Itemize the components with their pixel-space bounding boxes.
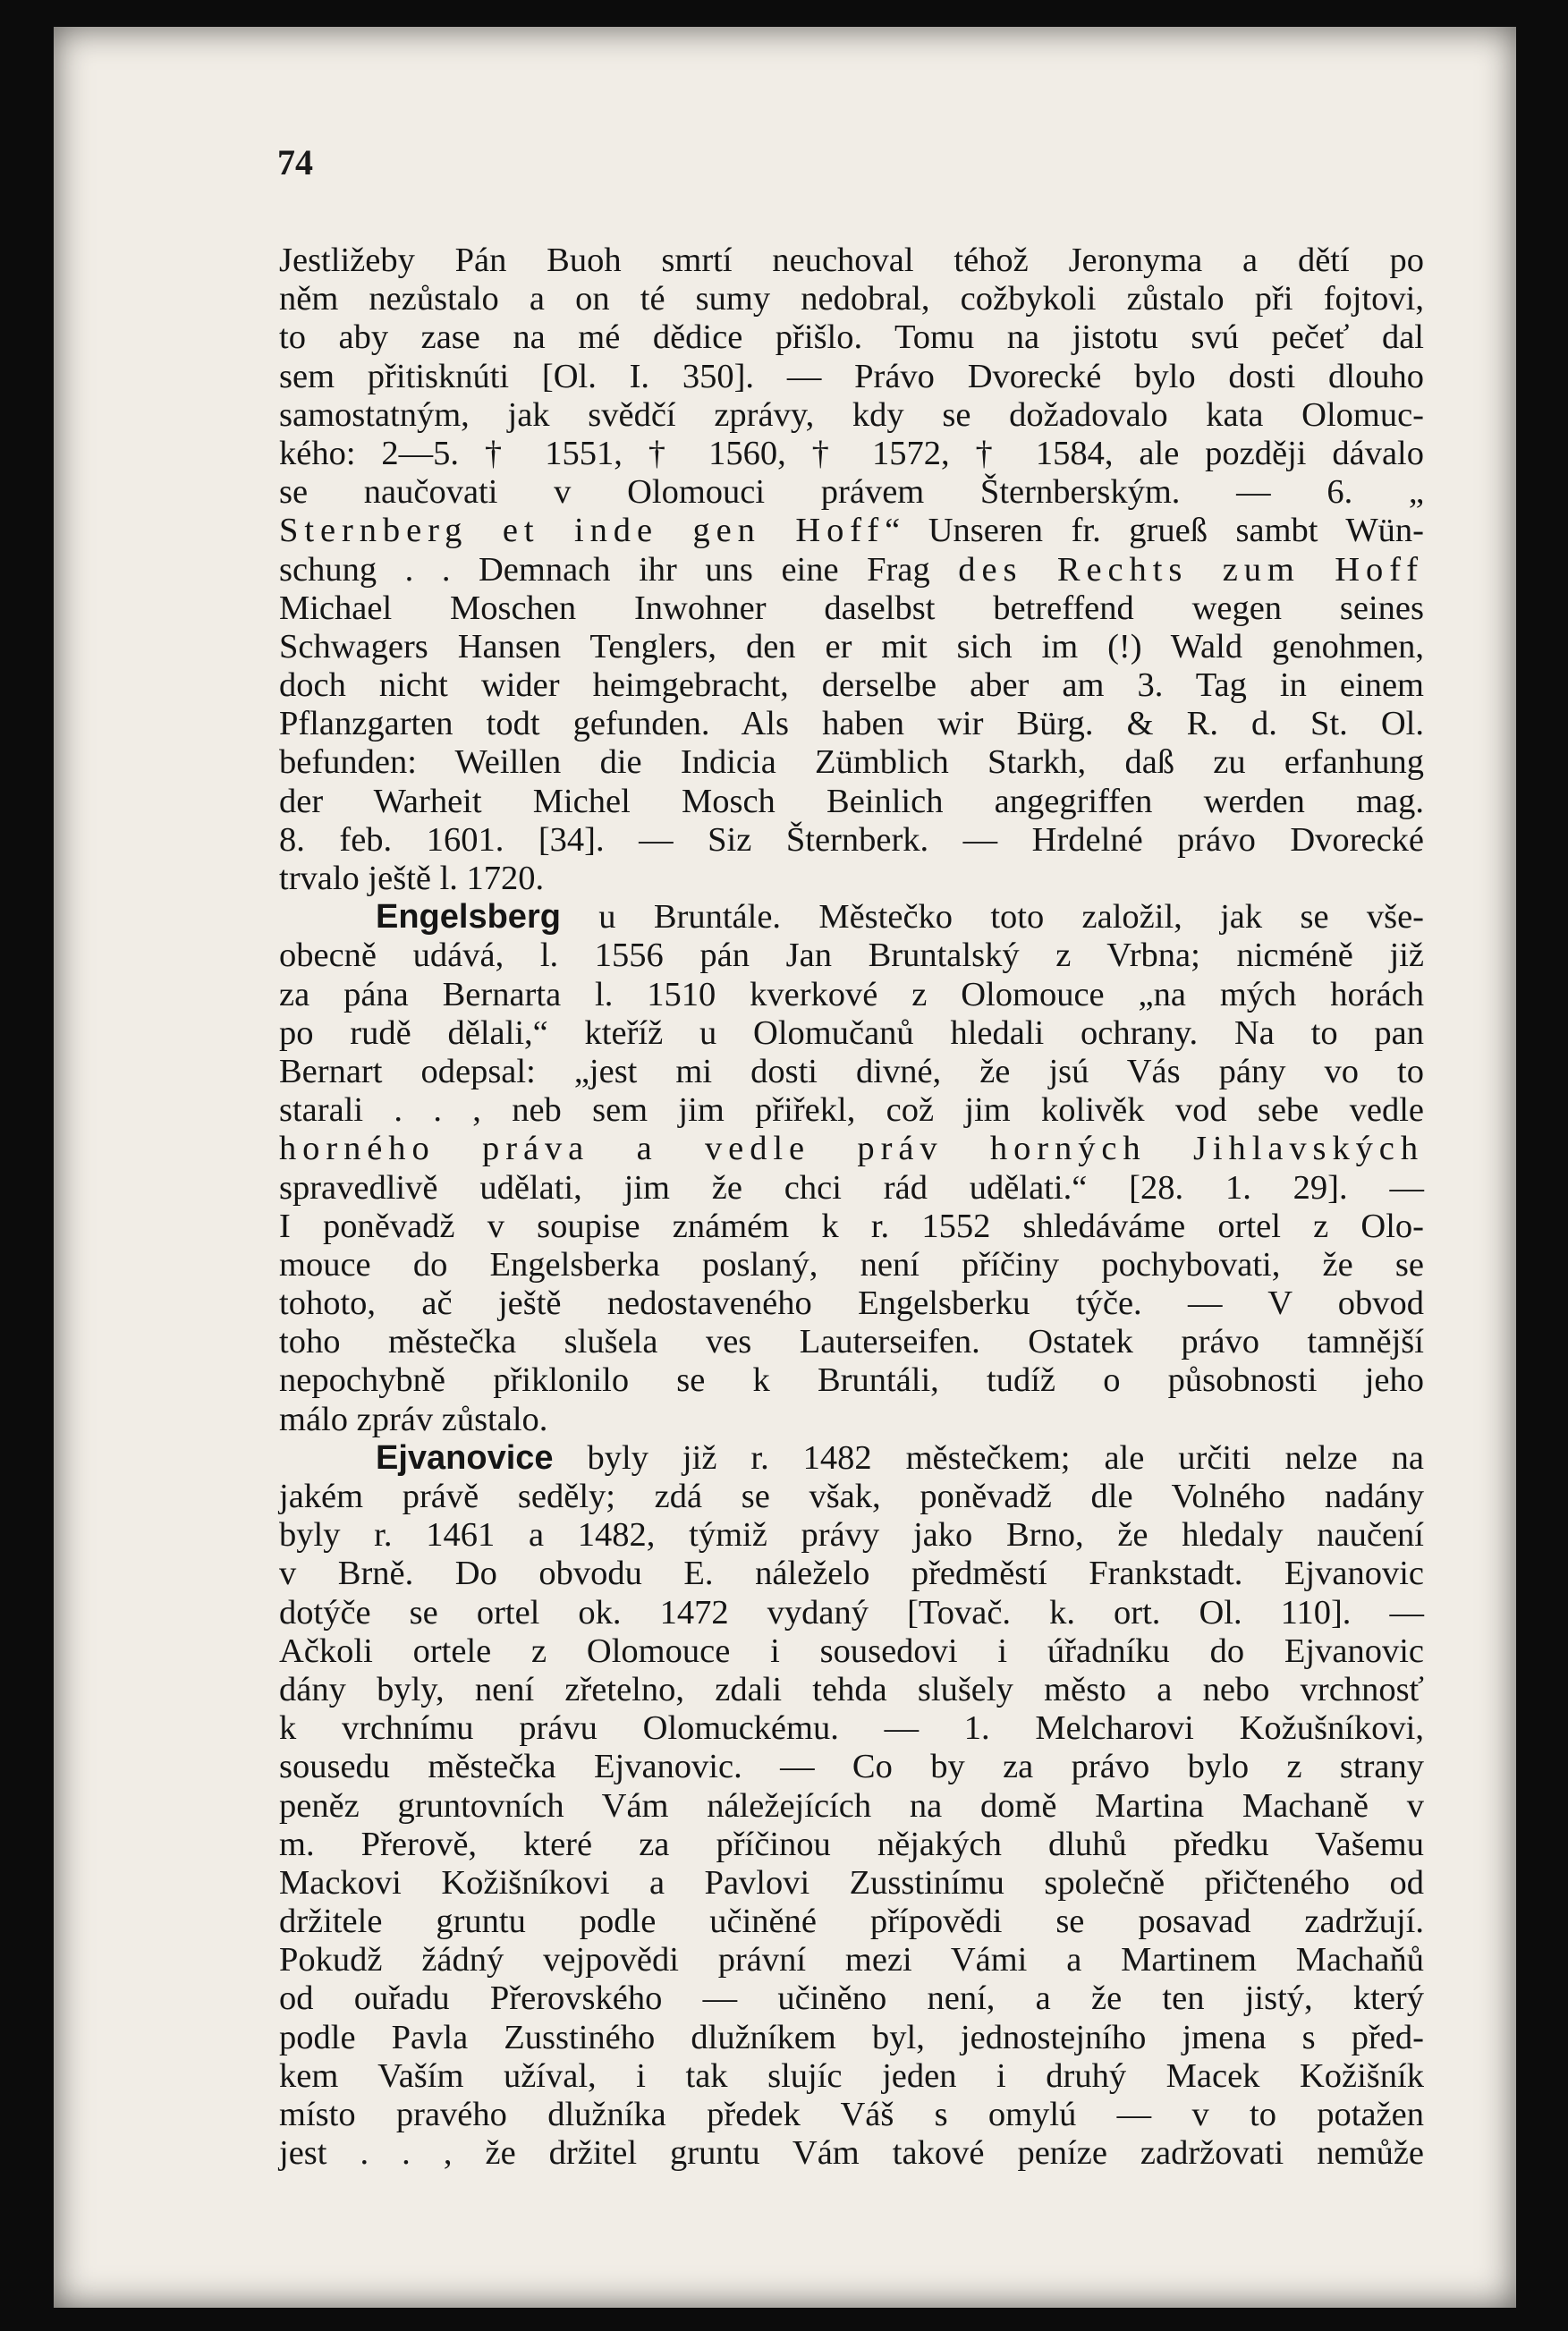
text-line: kem Vaším užíval, i tak slujíc jeden i druhý Macek Kožišník [279, 2056, 1424, 2095]
text-line: obecně udává, l. 1556 pán Jan Bruntalský z Vrbna; nicméně již [279, 937, 1424, 975]
text-line: I poněvadž v soupise známém k r. 1552 shledáváme ortel z Olo- [279, 1207, 1424, 1245]
text-line: něm nezůstalo a on té sumy nedobral, cožbykoli zůstalo při fojtovi, [279, 280, 1424, 318]
text-line: místo pravého dlužníka předek Váš s omylú — v to potažen [279, 2096, 1424, 2133]
text-line: befunden: Weillen die Indicia Zümblich Starkh, daß zu erfanhung [279, 743, 1424, 782]
text-line: dotýče se ortel ok. 1472 vydaný [Tovač. k. ort. Ol. 110]. — [279, 1593, 1424, 1632]
text-line: peněz gruntovních Vám náležejících na domě Martina Machaně v [279, 1786, 1424, 1825]
text-line [279, 1439, 1424, 1478]
text-line: tohoto, ač ještě nedostaveného Engelsberku týče. — V obvod [279, 1284, 1424, 1323]
text-line: podle Pavla Zusstiného dlužníkem byl, jednostejního jmena s před- [279, 2018, 1424, 2056]
text-line: nepochybně přiklonilo se k Bruntáli, tudíž o působnosti jeho [279, 1361, 1424, 1400]
text-line: m. Přerově, které za příčinou nějakých dluhů předku Vašemu [279, 1825, 1424, 1863]
text-line: Schwagers Hansen Tenglers, den er mit sich im (!) Wald genohmen, [279, 627, 1424, 665]
text-line: jakém právě seděly; zdá se však, poněvadž dle Volného nadány [279, 1478, 1424, 1515]
text-line: trvalo ještě l. 1720. [279, 860, 545, 897]
text-line: Michael Moschen Inwohner daselbst betreffend wegen seines [279, 589, 1424, 627]
text-line: sem přitisknúti [Ol. I. 350]. — Právo Dvorecké bylo dosti dlouho [279, 357, 1424, 395]
text-line: to aby zase na mé dědice přišlo. Tomu na jistotu svú pečeť dal [279, 318, 1424, 357]
entry-heading-engelsberg: Engelsberg [376, 898, 561, 937]
text-line: horného práva a vedle práv horných Jihlavských [279, 1130, 1424, 1168]
text-line: Pflanzgarten todt gefunden. Als haben wir Bürg. & R. d. St. Ol. [279, 705, 1424, 743]
page-number: 74 [277, 142, 313, 182]
text-line: 8. feb. 1601. [34]. — Siz Šternberk. — Hrdelné právo Dvorecké [279, 820, 1424, 859]
text-line: jest . . , že držitel gruntu Vám takové peníze zadržovati nemůže [279, 2134, 1424, 2173]
text-line: samostatným, jak svědčí zprávy, kdy se dožadovalo kata Olomuc- [279, 395, 1424, 434]
text-line: toho městečka slušela ves Lauterseifen. Ostatek právo tamnější [279, 1323, 1424, 1361]
text-line [279, 512, 1424, 550]
text-line: v Brně. Do obvodu E. náleželo předměstí Frankstadt. Ejvanovic [279, 1555, 1424, 1593]
text-fragment: “ Unseren fr. grueß sambt Wün- [885, 512, 1424, 550]
book-page [54, 27, 1516, 2308]
spaced-text: des Rechts zum Hoff [958, 550, 1425, 589]
text-line: se naučovati v Olomouci právem Šternberským. — 6. „ [279, 473, 1424, 512]
text-line: byly r. 1461 a 1482, týmiž právy jako Brno, že hledaly naučení [279, 1516, 1424, 1555]
text-line: Mackovi Kožišníkovi a Pavlovi Zusstinímu společně přičteného od [279, 1863, 1424, 1902]
text-line [279, 551, 1424, 589]
text-line: držitele gruntu podle učiněné přípovědi se posavad zadržují. [279, 1903, 1424, 1941]
text-line: Ačkoli ortele z Olomouce i sousedovi i úřadníku do Ejvanovic [279, 1632, 1424, 1670]
text-line: der Warheit Michel Mosch Beinlich angegriffen werden mag. [279, 782, 1424, 820]
text-line: Pokudž žádný vejpovědi právní mezi Vámi a Martinem Machaňů [279, 1941, 1424, 1979]
text-fragment: byly již r. 1482 městečkem; ale určiti nelze na [553, 1438, 1424, 1477]
text-line: dány byly, není zřetelno, zdali tehda slušely město a nebo vrchnosť [279, 1670, 1424, 1708]
text-line: doch nicht wider heimgebracht, derselbe aber am 3. Tag in einem [279, 666, 1424, 705]
text-line: starali . . , neb sem jim přiřekl, což jim kolivěk vod sebe vedle [279, 1091, 1424, 1130]
text-line: Bernart odepsal: „jest mi dosti divné, že jsú Vás pány vo to [279, 1052, 1424, 1090]
text-line: kého: 2—5. † 1551, † 1560, † 1572, † 1584, ale později dávalo [279, 434, 1424, 472]
text-line: za pána Bernarta l. 1510 kverkové z Olomouce „na mých horách [279, 975, 1424, 1013]
body-text [279, 242, 1424, 2173]
entry-heading-ejvanovice: Ejvanovice [376, 1438, 554, 1477]
text-line: mouce do Engelsberka poslaný, není příčiny pochybovati, že se [279, 1245, 1424, 1284]
text-line: Jestližeby Pán Buoh smrtí neuchoval téhož Jeronyma a dětí po [279, 242, 1424, 279]
text-line: spravedlivě udělati, jim že chci rád udělati.“ [28. 1. 29]. — [279, 1168, 1424, 1207]
text-line: sousedu městečka Ejvanovic. — Co by za právo bylo z strany [279, 1748, 1424, 1786]
text-line: málo zpráv zůstalo. [279, 1400, 548, 1438]
text-fragment: schung . . Demnach ihr uns eine Frag [279, 550, 959, 589]
text-fragment: u Bruntále. Městečko toto založil, jak se vše- [560, 898, 1424, 937]
text-line [279, 898, 1424, 937]
text-line: po rudě dělali,“ kteříž u Olomučanů hledali ochrany. Na to pan [279, 1013, 1424, 1052]
text-line: od ouřadu Přerovského — učiněno není, a že ten jistý, který [279, 1979, 1424, 2018]
text-line: k vrchnímu právu Olomuckému. — 1. Melcharovi Kožušníkovi, [279, 1709, 1424, 1748]
spaced-text: Sternberg et inde gen Hoff [279, 512, 886, 550]
